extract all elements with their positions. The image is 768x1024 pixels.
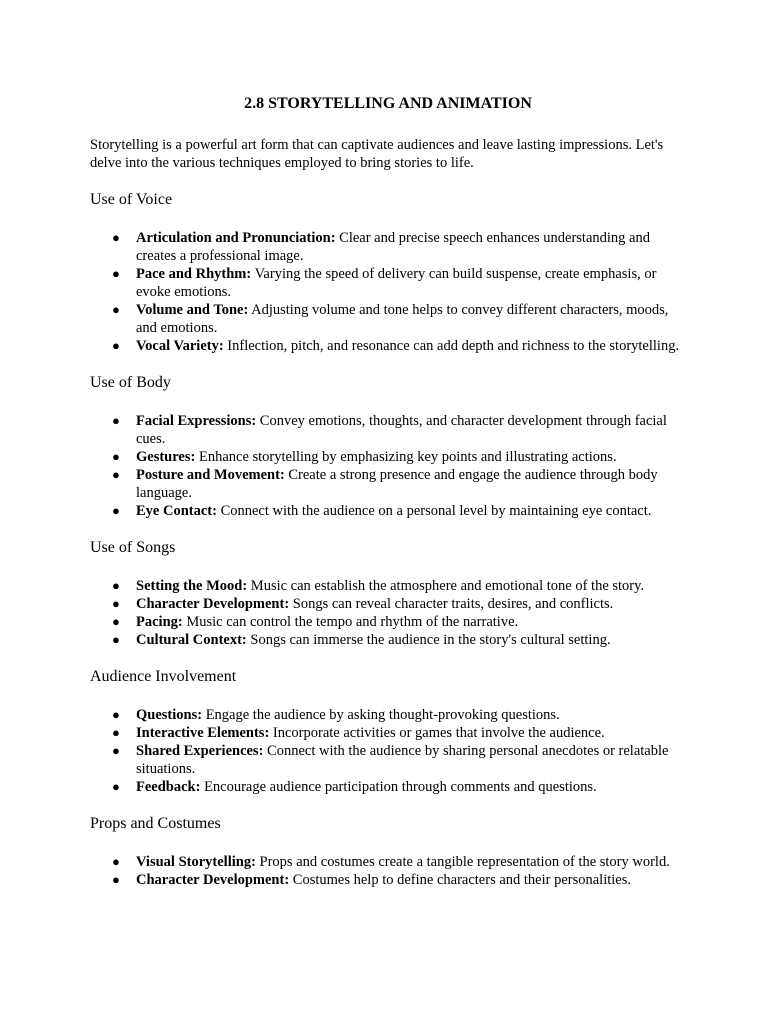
item-text: Music can establish the atmosphere and emotional tone of the story.: [247, 578, 645, 594]
item-term: Pacing:: [136, 614, 183, 630]
item-term: Setting the Mood:: [136, 578, 248, 594]
list-item: [112, 871, 682, 889]
bullet-icon: ●: [112, 854, 120, 869]
item-text: Props and costumes create a tangible representation of the story world.: [255, 854, 670, 870]
item-term: Eye Contact:: [136, 503, 217, 519]
item-text: Inflection, pitch, and resonance can add depth and richness to the storytelling.: [223, 338, 680, 354]
bullet-icon: ●: [112, 413, 120, 428]
section-audience: [90, 667, 682, 796]
item-text: Encourage audience participation through comments and questions.: [200, 779, 597, 795]
list-item: [112, 613, 682, 631]
item-text: Varying the speed of delivery can build suspense, create emphasis, or evoke emotions.: [136, 266, 657, 300]
list-item: [112, 301, 682, 337]
bullet-list: [90, 706, 682, 796]
item-term: Pace and Rhythm:: [136, 266, 252, 282]
section-heading: Use of Body: [90, 374, 171, 391]
item-term: Volume and Tone:: [136, 302, 249, 318]
bullet-icon: ●: [112, 302, 120, 317]
bullet-list: [90, 853, 682, 889]
item-term: Articulation and Pronunciation:: [136, 230, 336, 246]
item-term: Visual Storytelling:: [136, 854, 256, 870]
section-songs: [90, 538, 682, 649]
item-term: Cultural Context:: [136, 632, 247, 648]
item-term: Vocal Variety:: [136, 338, 224, 354]
bullet-icon: ●: [112, 725, 120, 740]
item-text: Incorporate activities or games that involve the audience.: [269, 725, 605, 741]
list-item: [112, 631, 682, 649]
bullet-icon: ●: [112, 266, 120, 281]
item-text: Costumes help to define characters and their personalities.: [289, 872, 632, 888]
section-heading: Props and Costumes: [90, 815, 221, 832]
list-item: [112, 778, 682, 796]
item-text: Create a strong presence and engage the audience through body language.: [136, 467, 658, 501]
item-text: Songs can immerse the audience in the story's cultural setting.: [246, 632, 611, 648]
item-text: Connect with the audience by sharing personal anecdotes or relatable situations.: [136, 743, 669, 777]
bullet-list: [90, 577, 682, 649]
item-text: Songs can reveal character traits, desires, and conflicts.: [289, 596, 614, 612]
item-term: Gestures:: [136, 449, 196, 465]
item-term: Facial Expressions:: [136, 413, 257, 429]
item-text: Connect with the audience on a personal level by maintaining eye contact.: [216, 503, 652, 519]
bullet-icon: ●: [112, 707, 120, 722]
bullet-list: [90, 229, 682, 355]
bullet-icon: ●: [112, 743, 120, 758]
section-props: [90, 814, 682, 889]
item-text: Music can control the tempo and rhythm of the narrative.: [182, 614, 519, 630]
bullet-icon: ●: [112, 449, 120, 464]
section-heading: Audience Involvement: [90, 668, 237, 685]
list-item: [112, 724, 682, 742]
section-heading: Use of Voice: [90, 191, 173, 208]
section-body: [90, 373, 682, 520]
section-voice: [90, 190, 682, 355]
bullet-icon: ●: [112, 596, 120, 611]
bullet-icon: ●: [112, 614, 120, 629]
document-page: [90, 93, 682, 907]
item-text: Convey emotions, thoughts, and character development through facial cues.: [136, 413, 667, 447]
list-item: [112, 706, 682, 724]
list-item: [112, 466, 682, 502]
item-term: Character Development:: [136, 872, 290, 888]
bullet-icon: ●: [112, 779, 120, 794]
list-item: [112, 412, 682, 448]
list-item: [112, 337, 682, 355]
item-term: Shared Experiences:: [136, 743, 264, 759]
list-item: [112, 577, 682, 595]
item-term: Questions:: [136, 707, 203, 723]
item-text: Enhance storytelling by emphasizing key points and illustrating actions.: [195, 449, 617, 465]
intro-paragraph: Storytelling is a powerful art form that can captivate audiences and leave lasting impressions. Let's delve into the various techniques employed to bring stories to life.: [90, 137, 664, 171]
bullet-icon: ●: [112, 338, 120, 353]
item-term: Feedback:: [136, 779, 201, 795]
list-item: [112, 265, 682, 301]
item-text: Adjusting volume and tone helps to convey different characters, moods, and emotions.: [136, 302, 669, 336]
list-item: [112, 448, 682, 466]
section-heading: Use of Songs: [90, 539, 176, 556]
list-item: [112, 502, 682, 520]
item-term: Posture and Movement:: [136, 467, 285, 483]
item-text: Engage the audience by asking thought-provoking questions.: [202, 707, 560, 723]
document-title: 2.8 STORYTELLING AND ANIMATION: [244, 95, 532, 112]
item-term: Character Development:: [136, 596, 290, 612]
bullet-icon: ●: [112, 578, 120, 593]
bullet-icon: ●: [112, 467, 120, 482]
bullet-icon: ●: [112, 872, 120, 887]
list-item: [112, 853, 682, 871]
item-text: Clear and precise speech enhances understanding and creates a professional image.: [136, 230, 650, 264]
list-item: [112, 595, 682, 613]
list-item: [112, 229, 682, 265]
bullet-icon: ●: [112, 503, 120, 518]
bullet-list: [90, 412, 682, 520]
item-term: Interactive Elements:: [136, 725, 270, 741]
bullet-icon: ●: [112, 230, 120, 245]
list-item: [112, 742, 682, 778]
bullet-icon: ●: [112, 632, 120, 647]
